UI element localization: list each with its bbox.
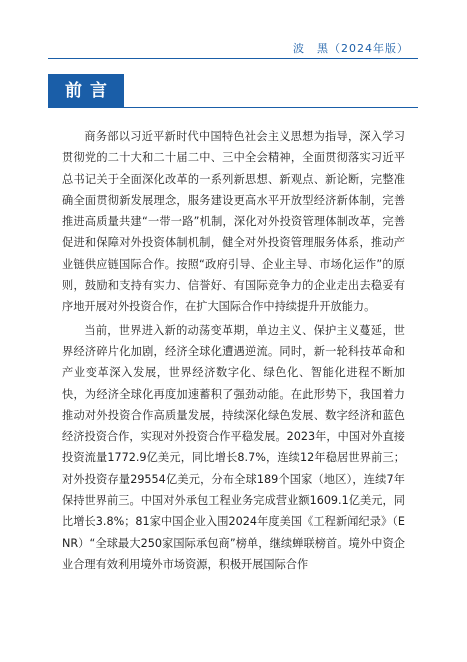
paragraph-1: 商务部以习近平新时代中国特色社会主义思想为指导，深入学习贯彻党的二十大和二十届二中、三中全会精神，全面贯彻落实习近平总书记关于全面深化改革的一系列新思想、新观点、新论断，完整准确全面贯彻新发展理念，服务建设更高水平开放型经济新体制，完善推进高质量共建“一带一路”机制，深化对外投资管理体制改革，完善促进和保障对外投资体制机制，健全对外投资管理服务体系，推动产业链供应链国际合作。按照“政府引导、企业主导、市场化运作”的原则，鼓励和支持有实力、信誉好、有国际竞争力的企业走出去稳妥有序地开展对外投资合作，在扩大国际合作中持续提升开放能力。 [62, 130, 405, 314]
header-rule [48, 58, 418, 59]
running-header: 波 黑（2024年版） [293, 42, 409, 55]
paragraph-2: 当前，世界进入新的动荡变革期，单边主义、保护主义蔓延，世界经济碎片化加剧，经济全球化遭遇逆流。同时，新一轮科技革命和产业变革深入发展，世界经济数字化、绿色化、智能化进程不断加快，为经济全球化再度加速蓄积了强劲动能。在此形势下，我国着力推动对外投资合作高质量发展，持续深化绿色发展、数字经济和蓝色经济投资合作，实现对外投资合作平稳发展。2023年，中国对外直接投资流量1772.9亿美元，同比增长8.7%，连续12年稳居世界前三；对外投资存量29554亿美元，分布全球189个国家（地区），连续7年保持世界前三。中国对外承包工程业务完成营业额1609.1亿美元，同比增长3.8%；81家中国企业入围2024年度美国《工程新闻纪录》（ENR）“全球最大250家国际承包商”榜单，继续蝉联榜首。境外中资企业合理有效利用境外市场资源，积极开展国际合作 [62, 323, 405, 571]
body-text [62, 126, 405, 577]
title-rule [124, 107, 418, 108]
section-title: 前言 [48, 74, 124, 108]
